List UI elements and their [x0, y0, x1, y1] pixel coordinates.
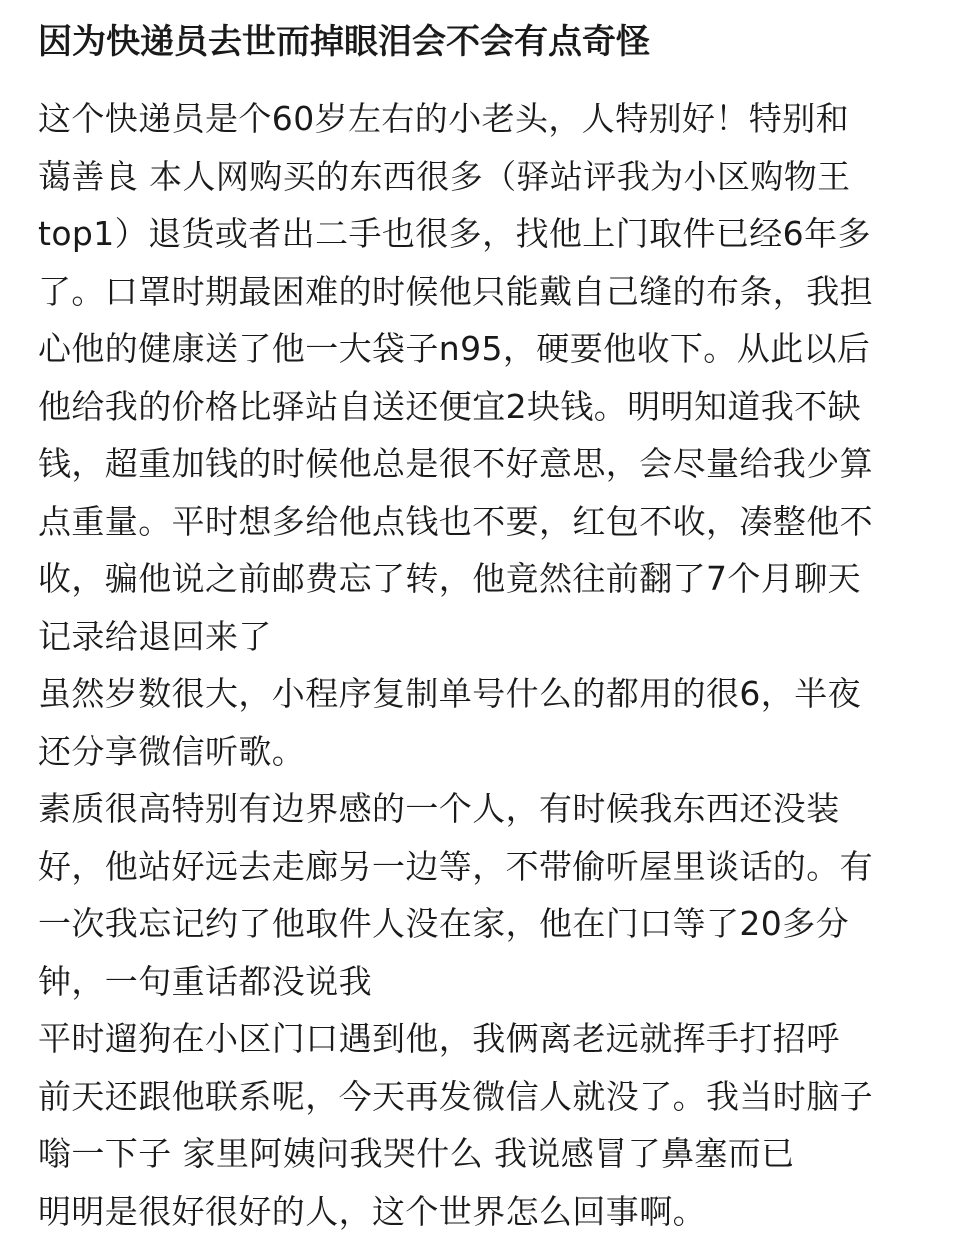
- body-line: 点重量。平时想多给他点钱也不要，红包不收，凑整他不: [38, 501, 873, 541]
- body-line: 平时遛狗在小区门口遇到他，我俩离老远就挥手打招呼: [38, 1019, 840, 1058]
- body-line: 明明是很好很好的人，这个世界怎么回事啊。: [38, 1191, 706, 1231]
- body-line: 虽然岁数很大，小程序复制单号什么的都用的很6，半夜: [38, 674, 861, 713]
- body-line: 记录给退回来了: [38, 616, 272, 656]
- body-line: 钟，一句重话都没说我: [38, 961, 372, 1001]
- body-line: 好，他站好远去走廊另一边等，不带偷听屋里谈话的。有: [38, 846, 873, 886]
- post-body: [38, 90, 928, 1240]
- body-line: 这个快递员是个60岁左右的小老头，人特别好！特别和: [38, 99, 849, 138]
- body-line: 他给我的价格比驿站自送还便宜2块钱。明明知道我不缺: [38, 386, 861, 426]
- body-line: 钱，超重加钱的时候他总是很不好意思，会尽量给我少算: [38, 444, 873, 483]
- body-line: 还分享微信听歌。: [38, 731, 306, 771]
- post-title: 因为快递员去世而掉眼泪会不会有点奇怪: [38, 22, 650, 62]
- body-line: 蔼善良 本人网购买的东西很多（驿站评我为小区购物王: [38, 156, 851, 196]
- body-line: 前天还跟他联系呢，今天再发微信人就没了。我当时脑子: [38, 1076, 873, 1116]
- post: [38, 14, 928, 1240]
- body-line: 嗡一下子 家里阿姨问我哭什么 我说感冒了鼻塞而已: [38, 1134, 795, 1173]
- body-line: 心他的健康送了他一大袋子n95，硬要他收下。从此以后: [38, 329, 871, 368]
- body-line: 收，骗他说之前邮费忘了转，他竟然往前翻了7个月聊天: [38, 559, 861, 598]
- body-line: top1）退货或者出二手也很多，找他上门取件已经6年多: [38, 214, 871, 253]
- body-line: 了。口罩时期最困难的时候他只能戴自己缝的布条，我担: [38, 271, 873, 311]
- body-line: 素质很高特别有边界感的一个人，有时候我东西还没装: [38, 789, 840, 828]
- body-line: 一次我忘记约了他取件人没在家，他在门口等了20多分: [38, 904, 849, 943]
